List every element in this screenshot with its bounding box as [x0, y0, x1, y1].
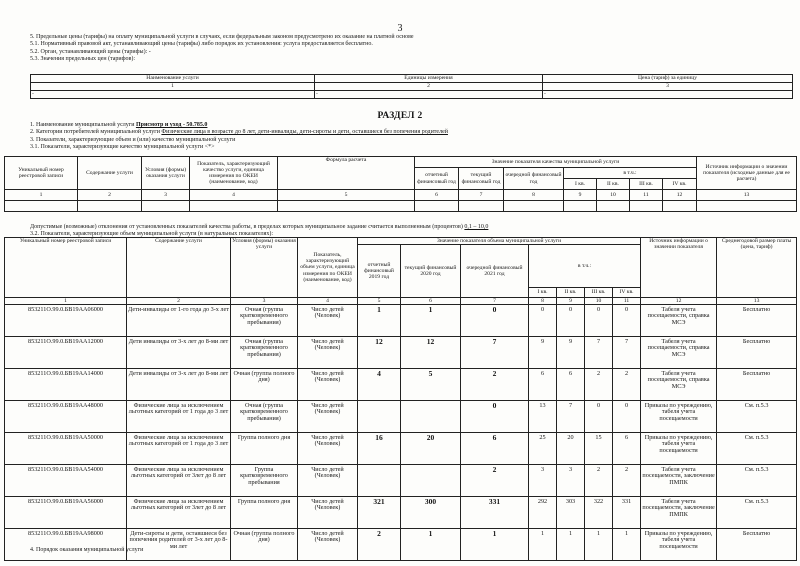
- registry-code: 853211О.99.0.БВ19АА50000: [5, 433, 127, 465]
- volume-header-incl: в т.ч.:: [529, 245, 641, 288]
- avg-price: См. п.5.3: [717, 433, 797, 465]
- service-content: Дети инвалиды от 3-х лет до 8-ми лет: [127, 369, 231, 401]
- indicator-unit: Число детей (Человек): [298, 529, 358, 561]
- value-q3: 0: [585, 401, 613, 433]
- value-q4: 0: [613, 401, 641, 433]
- intro-block: [30, 34, 414, 64]
- indicator-unit: Число детей (Человек): [298, 433, 358, 465]
- service-conditions: Очная (группа полного дня): [231, 529, 298, 561]
- value-next-year: 2: [461, 369, 529, 401]
- value-q3: 2: [585, 369, 613, 401]
- volume-num: 2: [127, 298, 231, 305]
- intro-line-3: 5.2. Орган, устанавливающий цены (тарифы): -: [30, 48, 151, 55]
- volume-header-indicator: Показатель, характеризующий объем услуги, единица измерения по ОКЕИ (наименование, код): [298, 238, 358, 298]
- volume-num: 12: [641, 298, 717, 305]
- service-name-value: Присмотр и уход - 50.785.0: [135, 122, 208, 128]
- deviation-value: 0,1 – 10,0: [464, 224, 489, 230]
- quality-header-registry: Уникальный номер реестровой записи: [5, 157, 78, 190]
- quality-header-incl: в т.ч.:: [564, 168, 697, 179]
- value-q2: 9: [557, 337, 585, 369]
- volume-num: 4: [298, 298, 358, 305]
- value-report-year: 16: [358, 433, 401, 465]
- registry-code: 853211О.99.0.БВ19АА98000: [5, 529, 127, 561]
- volume-num: 8: [529, 298, 557, 305]
- indicator-unit: Число детей (Человек): [298, 465, 358, 497]
- value-next-year: 331: [461, 497, 529, 529]
- value-report-year: [358, 401, 401, 433]
- tariff-num-2: 2: [315, 83, 543, 91]
- quality-header-source: Источник информации о значении показателя (исходные данные для ее расчета): [697, 157, 797, 190]
- value-q2: 6: [557, 369, 585, 401]
- info-source: Приказы по учреждению, табеля учета посещаемости: [641, 401, 717, 433]
- quality-header-content: Содержание услуги: [78, 157, 142, 190]
- tariff-header-unit: Единицы измерения: [315, 75, 543, 83]
- quality-header-conditions: Условия (формы) оказания услуги: [142, 157, 190, 190]
- value-next-year: 7: [461, 337, 529, 369]
- tariff-cell-unit: -: [315, 91, 543, 99]
- value-q3: 7: [585, 337, 613, 369]
- value-q1: 13: [529, 401, 557, 433]
- value-current-year: [401, 401, 461, 433]
- quality-header-q2: II кв.: [597, 179, 630, 190]
- volume-num: 1: [5, 298, 127, 305]
- value-q3: 2: [585, 465, 613, 497]
- value-report-year: 1: [358, 305, 401, 337]
- value-next-year: 0: [461, 401, 529, 433]
- volume-header-report-year: отчетный финансовый 2019 год: [358, 245, 401, 298]
- value-q1: 25: [529, 433, 557, 465]
- value-q2: 20: [557, 433, 585, 465]
- service-content: Физические лица за исключением льготных категорий от 3лет до 8 лет: [127, 497, 231, 529]
- quality-header-report-year: отчетный финансовый год: [415, 168, 459, 190]
- tariff-cell-price: -: [543, 91, 793, 99]
- volume-header-next-year: очередной финансовый 2021 год: [461, 245, 529, 298]
- quality-num: 8: [504, 190, 564, 201]
- volume-num: 11: [613, 298, 641, 305]
- table-row: [5, 401, 797, 433]
- volume-header-content: Содержание услуги: [127, 238, 231, 298]
- service-conditions: Очная (группа полного дня): [231, 369, 298, 401]
- quality-header-q3: III кв.: [630, 179, 663, 190]
- indicator-unit: Число детей (Человек): [298, 401, 358, 433]
- value-q4: 2: [613, 465, 641, 497]
- value-q4: 7: [613, 337, 641, 369]
- value-q4: 6: [613, 433, 641, 465]
- page-number: 3: [397, 23, 403, 34]
- volume-header-current-year: текущий финансовый 2020 год: [401, 245, 461, 298]
- value-q2: 7: [557, 401, 585, 433]
- value-q4: 1: [613, 529, 641, 561]
- indicator-unit: Число детей (Человек): [298, 369, 358, 401]
- info-source: Приказы по учреждению, табеля учета посещаемости: [641, 529, 717, 561]
- registry-code: 853211О.99.0.БВ19АА06000: [5, 305, 127, 337]
- quality-num: 5: [278, 190, 415, 201]
- service-conditions: Группа полного дня: [231, 433, 298, 465]
- volume-number-row: [5, 298, 797, 305]
- service-conditions: Группа полного дня: [231, 497, 298, 529]
- quality-header-current-year: текущий финансовый год: [459, 168, 504, 190]
- table-row: [5, 497, 797, 529]
- service-content: Физические лица за исключением льготных категорий от 1 года до 3 лет: [127, 433, 231, 465]
- service-content: Дети инвалиды от 3-х лет до 8-ми лет: [127, 337, 231, 369]
- volume-header-q3: III кв.: [585, 288, 613, 298]
- tariff-table: [30, 74, 793, 99]
- value-current-year: 300: [401, 497, 461, 529]
- avg-price: Бесплатно: [717, 529, 797, 561]
- value-report-year: 4: [358, 369, 401, 401]
- quality-number-row: [5, 190, 797, 201]
- service-content: Дети-инвалиды от 1-го года до 3-х лет: [127, 305, 231, 337]
- value-q1: 1: [529, 529, 557, 561]
- value-q3: 0: [585, 305, 613, 337]
- volume-num: 6: [401, 298, 461, 305]
- table-row: [5, 465, 797, 497]
- value-current-year: 1: [401, 529, 461, 561]
- info-source: Табеля учета посещаемости, справка МСЭ: [641, 369, 717, 401]
- quality-num: 9: [564, 190, 597, 201]
- value-report-year: [358, 465, 401, 497]
- service-content: Дети-сироты и дети, оставшиеся без попечения родителей от 3-х лет до 8-ми лет: [127, 529, 231, 561]
- avg-price: См. п.5.3: [717, 497, 797, 529]
- quality-num: 10: [597, 190, 630, 201]
- quality-num: 4: [190, 190, 278, 201]
- value-current-year: 12: [401, 337, 461, 369]
- quality-table: [4, 156, 797, 212]
- section-title: РАЗДЕЛ 2: [377, 111, 423, 121]
- volume-num: 10: [585, 298, 613, 305]
- quality-num: 13: [697, 190, 797, 201]
- value-current-year: 5: [401, 369, 461, 401]
- service-content: Физические лица за исключением льготных категорий от 1 года до 3 лет: [127, 401, 231, 433]
- registry-code: 853211О.99.0.БВ19АА14000: [5, 369, 127, 401]
- value-current-year: [401, 465, 461, 497]
- value-q2: 303: [557, 497, 585, 529]
- intro-line-4: 5.3. Значения предельных цен (тарифов):: [30, 56, 136, 63]
- quality-num: 3: [142, 190, 190, 201]
- value-q1: 9: [529, 337, 557, 369]
- avg-price: См. п.5.3: [717, 465, 797, 497]
- value-q2: 1: [557, 529, 585, 561]
- tariff-cell-service: -: [31, 91, 315, 99]
- registry-code: 853211О.99.0.БВ19АА54000: [5, 465, 127, 497]
- service-conditions: Группа кратковременного пребывания: [231, 465, 298, 497]
- value-next-year: 0: [461, 305, 529, 337]
- value-next-year: 1: [461, 529, 529, 561]
- consumer-value: Физические лица в возрасте до 8 лет, дети-инвалиды, дети-сироты и дети, оставшиеся без попечения родителей: [161, 129, 448, 136]
- quality-header-q1: I кв.: [564, 179, 597, 190]
- value-q4: 0: [613, 305, 641, 337]
- value-report-year: 321: [358, 497, 401, 529]
- value-q3: 1: [585, 529, 613, 561]
- volume-num: 3: [231, 298, 298, 305]
- info-source: Приказы по учреждению, табеля учета посещаемости: [641, 433, 717, 465]
- quality-header-next-year: очередной финансовый год: [504, 168, 564, 190]
- value-report-year: 2: [358, 529, 401, 561]
- value-q4: 2: [613, 369, 641, 401]
- quality-num: 6: [415, 190, 459, 201]
- tariff-num-1: 1: [31, 83, 315, 91]
- info-source: Табеля учета посещаемости, заключение ПМПК: [641, 497, 717, 529]
- quality-empty-row: [5, 201, 797, 212]
- volume-line: 3.2. Показатели, характеризующие объем муниципальной услуги (в натуральных показателях):: [30, 231, 274, 238]
- volume-header-q1: I кв.: [529, 288, 557, 298]
- value-q2: 0: [557, 305, 585, 337]
- value-q1: 0: [529, 305, 557, 337]
- tariff-header-price: Цена (тариф) за единицу: [543, 75, 793, 83]
- volume-header-conditions: Условия (формы) оказания услуги: [231, 238, 298, 298]
- volume-num: 9: [557, 298, 585, 305]
- value-q3: 15: [585, 433, 613, 465]
- info-source: Табеля учета посещаемости, справка МСЭ: [641, 305, 717, 337]
- volume-header-values: Значение показателя объема муниципальной услуги: [358, 238, 641, 245]
- volume-table: [4, 237, 797, 561]
- registry-code: 853211О.99.0.БВ19АА56000: [5, 497, 127, 529]
- volume-header-registry: Уникальный номер реестровой записи: [5, 238, 127, 298]
- quality-num: 2: [78, 190, 142, 201]
- info-source: Табеля учета посещаемости, справка МСЭ: [641, 337, 717, 369]
- table-row: [5, 433, 797, 465]
- table-row: [5, 369, 797, 401]
- quality-num: 1: [5, 190, 78, 201]
- registry-code: 853211О.99.0.БВ19АА12000: [5, 337, 127, 369]
- avg-price: См. п.5.3: [717, 401, 797, 433]
- avg-price: Бесплатно: [717, 369, 797, 401]
- section-lines: [30, 122, 448, 152]
- quality-num: 7: [459, 190, 504, 201]
- table-row: [5, 337, 797, 369]
- value-current-year: 1: [401, 305, 461, 337]
- quality-header-formula: Формула расчета: [278, 157, 415, 190]
- footer-line: 4. Порядок оказания муниципальной услуги: [30, 547, 144, 553]
- volume-num: 5: [358, 298, 401, 305]
- intro-line-1: 5. Предельные цены (тарифы) на оплату муниципальной услуги в случаях, если федеральным законом предусмотрено их оказание на платной основе: [30, 34, 414, 40]
- intro-line-2: 5.1. Нормативный правовой акт, устанавливающий цены (тарифы) либо порядок их установления: услуга предоставляется бесплатно.: [30, 41, 373, 48]
- service-name-label: 1. Наименование муниципальной услуги: [30, 122, 135, 128]
- info-source: Табеля учета посещаемости, заключение ПМПК: [641, 465, 717, 497]
- value-q2: 3: [557, 465, 585, 497]
- volume-header-q4: IV кв.: [613, 288, 641, 298]
- service-conditions: Очная (группа кратковременного пребывания): [231, 337, 298, 369]
- value-next-year: 6: [461, 433, 529, 465]
- value-q4: 331: [613, 497, 641, 529]
- consumer-line: [30, 129, 448, 136]
- value-q3: 322: [585, 497, 613, 529]
- volume-rows: [5, 305, 797, 561]
- indicator-unit: Число детей (Человек): [298, 305, 358, 337]
- consumer-label: 2. Категории потребителей муниципальной услуги: [30, 129, 160, 136]
- value-next-year: 2: [461, 465, 529, 497]
- service-content: Физические лица за исключением льготных категорий от 3лет до 8 лет: [127, 465, 231, 497]
- value-q1: 6: [529, 369, 557, 401]
- indicators-line: 3. Показатели, характеризующие объем и (или) качество муниципальной услуги: [30, 136, 236, 143]
- volume-header-source: Источник информации о значении показателя: [641, 238, 717, 298]
- avg-price: Бесплатно: [717, 305, 797, 337]
- value-report-year: 12: [358, 337, 401, 369]
- registry-code: 853211О.99.0.БВ19АА48000: [5, 401, 127, 433]
- avg-price: Бесплатно: [717, 337, 797, 369]
- table-row: [5, 305, 797, 337]
- volume-header-avg-price: Среднегодовой размер платы (цена, тариф): [717, 238, 797, 298]
- value-q1: 3: [529, 465, 557, 497]
- tariff-header-service: Наименование услуги: [31, 75, 315, 83]
- quality-num: 12: [663, 190, 697, 201]
- value-current-year: 20: [401, 433, 461, 465]
- volume-num: 13: [717, 298, 797, 305]
- service-conditions: Очная (группа кратковременного пребывания): [231, 401, 298, 433]
- quality-num: 11: [630, 190, 663, 201]
- volume-header-q2: II кв.: [557, 288, 585, 298]
- quality-header-values: Значение показателя качества муниципальной услуги: [415, 157, 697, 168]
- table-row: [5, 529, 797, 561]
- deviation-label: Допустимые (возможные) отклонения от установленных показателей качества работы, в пределах которых муниципальное задание считается выполненным (процентов): [30, 224, 463, 230]
- quality-line: 3.1. Показатели, характеризующие качество муниципальной услуги <*>: [30, 144, 215, 151]
- indicator-unit: Число детей (Человек): [298, 497, 358, 529]
- quality-header-q4: IV кв.: [663, 179, 697, 190]
- service-conditions: Очная (группа кратковременного пребывания): [231, 305, 298, 337]
- indicator-unit: Число детей (Человек): [298, 337, 358, 369]
- tariff-num-3: 3: [543, 83, 793, 91]
- quality-header-indicator: Показатель, характеризующий качество услуги, единица измерения по ОКЕИ (наименование, код): [190, 157, 278, 190]
- volume-num: 7: [461, 298, 529, 305]
- value-q1: 292: [529, 497, 557, 529]
